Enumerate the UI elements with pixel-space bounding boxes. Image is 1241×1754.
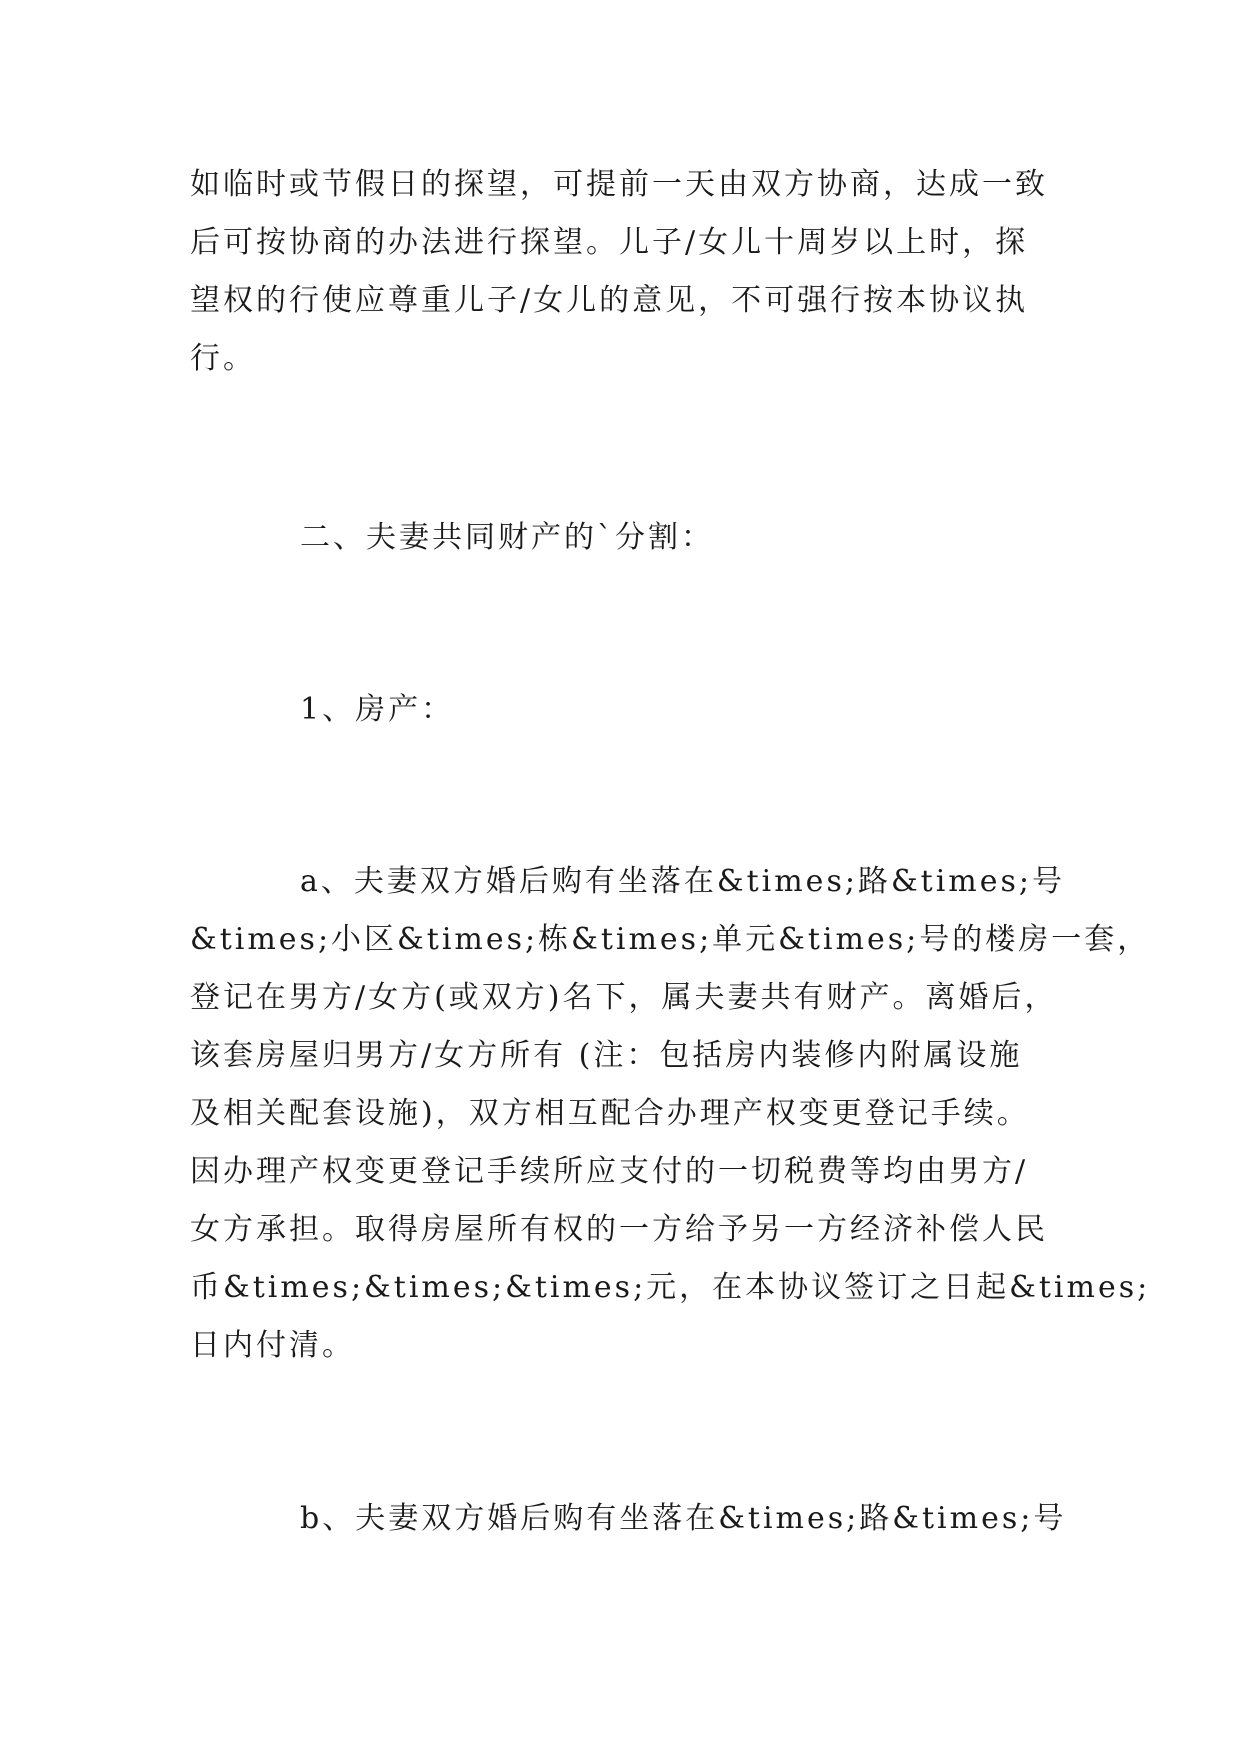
visitation-line-2: 后可按协商的办法进行探望。儿子/女儿十周岁以上时，探 [190,225,1029,260]
paragraph-a-line-6: 因办理产权变更登记手续所应支付的一切税费等均由男方/ [190,1154,1029,1189]
paragraph-a-line-3: 登记在男方/女方(或双方)名下，属夫妻共有财产。离婚后， [190,980,1058,1015]
visitation-line-3: 望权的行使应尊重儿子/女儿的意见，不可强行按本协议执 [190,283,1029,318]
paragraph-a-line-9: 日内付清。 [190,1328,355,1363]
subsection-heading: 1、房产： [300,692,455,727]
visitation-line-1: 如临时或节假日的探望，可提前一天由双方协商，达成一致 [190,167,1048,202]
visitation-line-4: 行。 [190,341,256,376]
paragraph-a-line-5: 及相关配套设施)，双方相互配合办理产权变更登记手续。 [190,1096,1030,1131]
paragraph-b-line-1: b、夫妻双方婚后购有坐落在&times;路&times;号 [300,1501,1067,1536]
section-heading: 二、夫妻共同财产的`分割： [300,520,714,555]
paragraph-a-line-2: &times;小区&times;栋&times;单元&times;号的楼房一套， [190,922,1151,957]
paragraph-a-line-7: 女方承担。取得房屋所有权的一方给予另一方经济补偿人民 [190,1212,1048,1247]
paragraph-a-line-8: 币&times;&times;&times;元，在本协议签订之日起&times; [190,1270,1151,1305]
paragraph-a-line-1: a、夫妻双方婚后购有坐落在&times;路&times;号 [300,864,1066,899]
paragraph-a-line-4: 该套房屋归男方/女方所有 (注：包括房内装修内附属设施 [190,1038,1023,1073]
